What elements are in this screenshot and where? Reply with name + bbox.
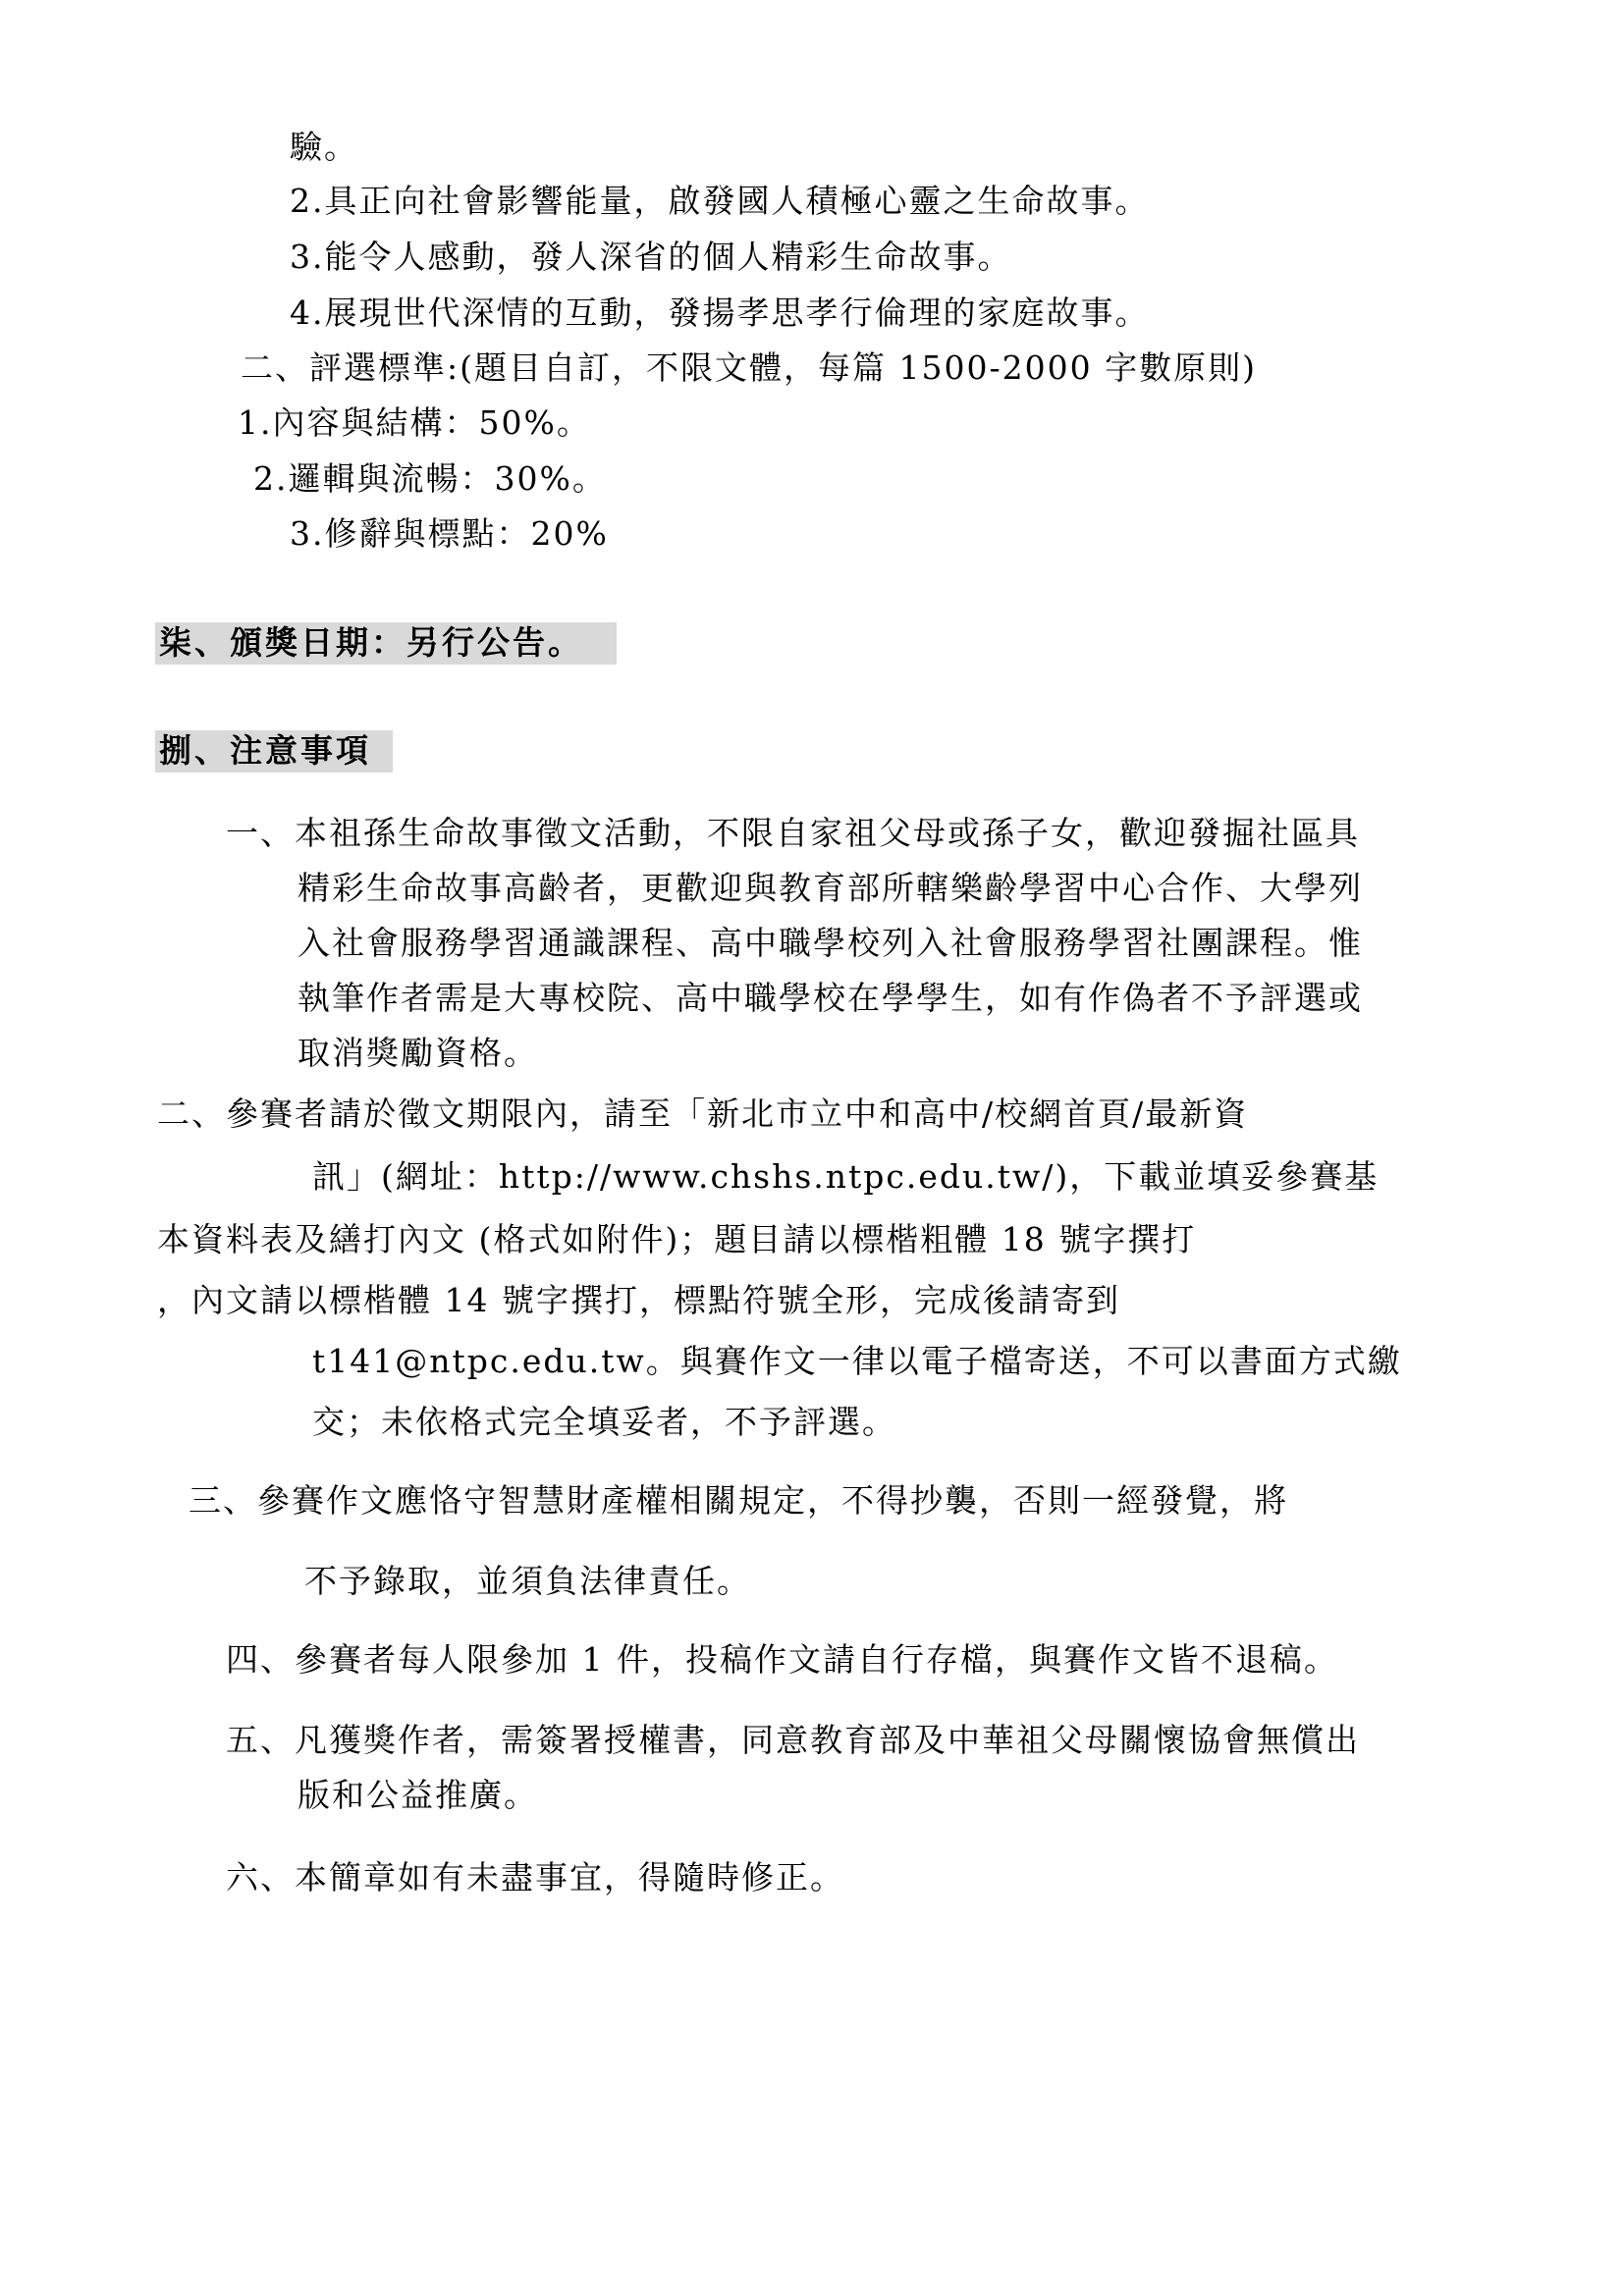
- judging-item-1: 1.內容與結構：50%。: [238, 403, 591, 442]
- note-1-line: 執筆作者需是大專校院、高中職學校在學學生，如有作偽者不予評選或: [298, 979, 1363, 1017]
- note-1-line: 一、本祖孫生命故事徵文活動，不限自家祖父母或孫子女，歡迎發掘社區具: [226, 814, 1360, 852]
- section-8-heading: 捌、注意事項: [155, 730, 393, 773]
- criteria-line-tail: 驗。: [290, 128, 358, 166]
- note-1-line: 入社會服務學習通識課程、高中職學校列入社會服務學習社團課程。惟: [298, 924, 1363, 962]
- judging-item-3: 3.修辭與標點：20%: [290, 514, 609, 553]
- note-2-line: 訊」(網址：http://www.chshs.ntpc.edu.tw/)，下載並填妥參賽基: [312, 1157, 1380, 1196]
- note-1-line: 取消獎勵資格。: [298, 1034, 538, 1072]
- note-4: 四、參賽者每人限參加 1 件，投稿作文請自行存檔，與賽作文皆不退稿。: [226, 1640, 1338, 1679]
- note-5-line: 版和公益推廣。: [298, 1776, 538, 1814]
- criteria-item-4: 4.展現世代深情的互動，發揚孝思孝行倫理的家庭故事。: [290, 294, 1150, 332]
- note-2-line: 二、參賽者請於徵文期限內，請至「新北市立中和高中/校網首頁/最新資: [157, 1095, 1249, 1133]
- note-3-line: 不予錄取，並須負法律責任。: [304, 1562, 751, 1600]
- judging-item-2: 2.邏輯與流暢：30%。: [253, 459, 607, 498]
- note-2-line: t141@ntpc.edu.tw。與賽作文一律以電子檔寄送，不可以書面方式繳: [312, 1342, 1402, 1380]
- section-7-heading: 柒、頒獎日期：另行公告。: [155, 622, 617, 665]
- note-2-line: ，內文請以標楷體 14 號字撰打，標點符號全形，完成後請寄到: [157, 1281, 1120, 1319]
- note-3-line: 三、參賽作文應恪守智慧財產權相關規定，不得抄襲，否則一經發覺，將: [189, 1481, 1288, 1520]
- note-6: 六、本簡章如有未盡事宜，得隨時修正。: [226, 1858, 844, 1896]
- judging-title: 二、評選標準:(題目自訂，不限文體，每篇 1500-2000 字數原則): [241, 348, 1257, 387]
- note-1-line: 精彩生命故事高齡者，更歡迎與教育部所轄樂齡學習中心合作、大學列: [298, 869, 1363, 907]
- criteria-item-3: 3.能令人感動，發人深省的個人精彩生命故事。: [290, 238, 1012, 276]
- note-2-line: 本資料表及繕打內文 (格式如附件)；題目請以標楷粗體 18 號字撰打: [157, 1220, 1197, 1258]
- note-2-line: 交；未依格式完全填妥者，不予評選。: [312, 1403, 896, 1441]
- note-5-line: 五、凡獲獎作者，需簽署授權書，同意教育部及中華祖父母關懷協會無償出: [226, 1721, 1360, 1759]
- criteria-item-2: 2.具正向社會影響能量，啟發國人積極心靈之生命故事。: [290, 182, 1150, 220]
